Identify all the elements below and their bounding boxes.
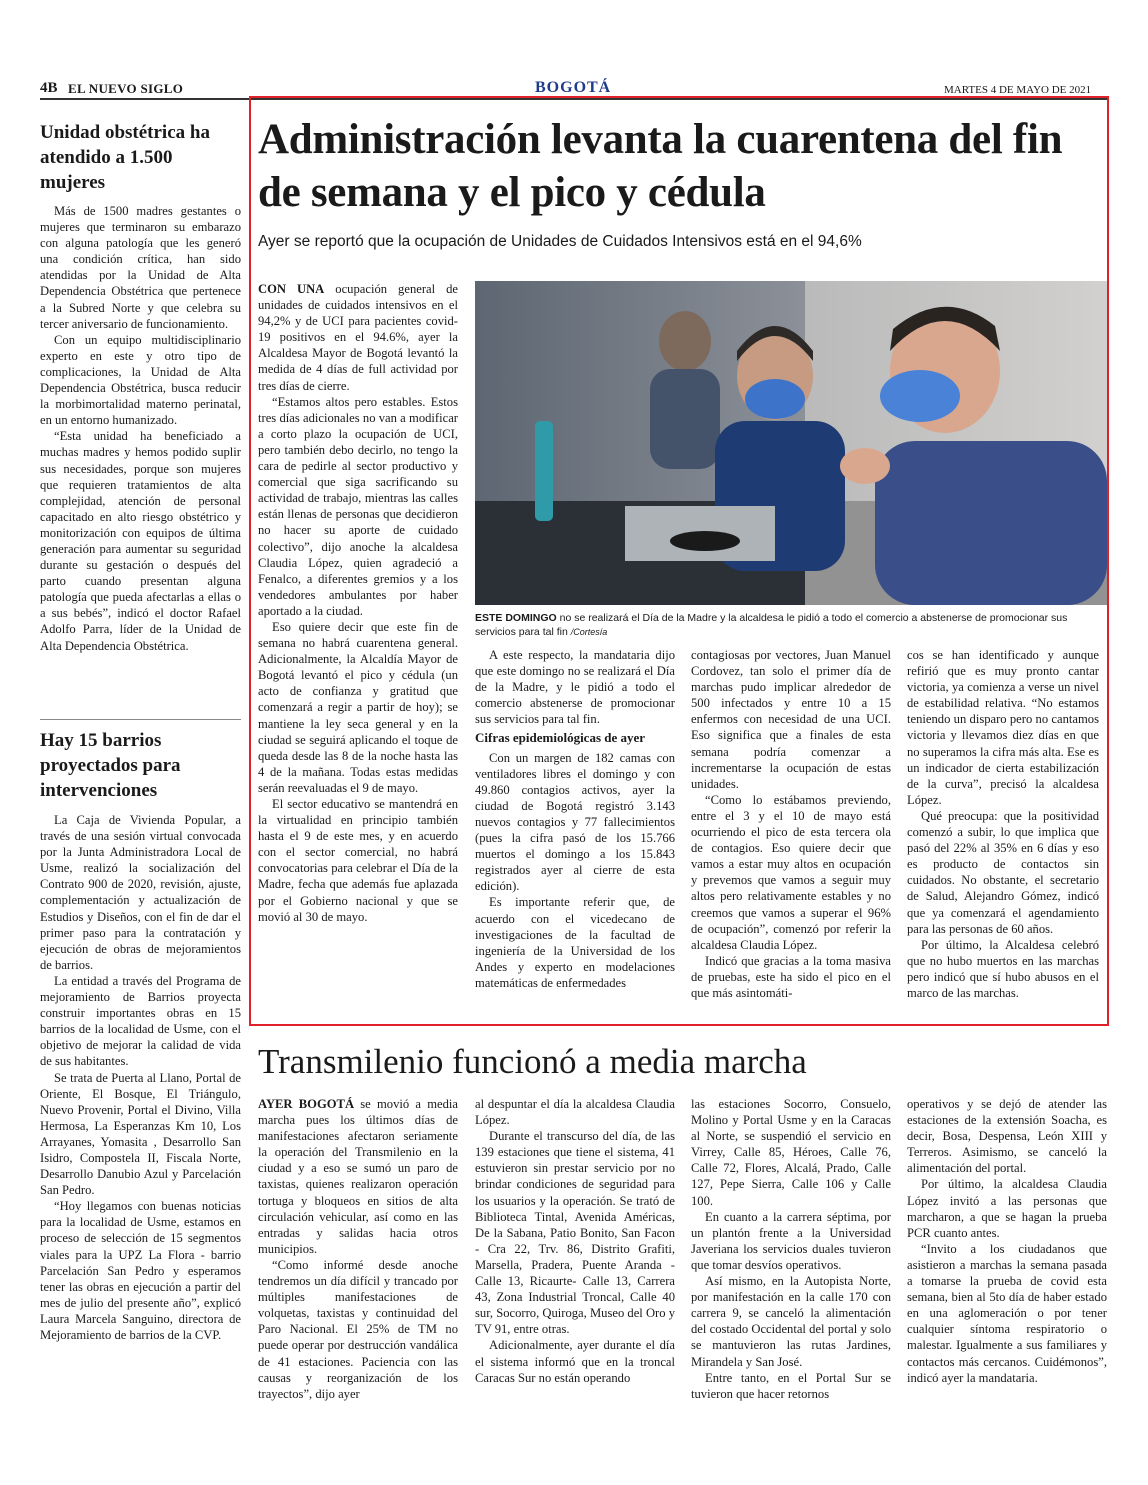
paragraph: El sector educativo se mantendrá en la virtualidad en principio también hasta el 9 de este mes, y en acuerdo con el sector comercial, no habrá convocatorias para celebrar el Día de la Madre, fecha que además fue aplazada por el Gobierno nacional y que se movió al 30 de mayo.: [258, 797, 458, 924]
paragraph: “Estamos altos pero estables. Estos tres días adicionales no van a modificar a corto plazo la ocupación de UCI, pero también debo decirlo, no tengo la cara de pedirle al sector productivo y comercial que siga sacrificando su actividad de trabajo, mientras las calles están llenas de personas que decidieron no hacer su aporte de cuidado colectivo”, dijo anoche la alcaldesa Claudia López, quien agradeció a Fenalco, a diferentes gremios y a los vendedores ambulantes por haber aportado a la ciudad.: [258, 394, 458, 618]
paragraph: A este respecto, la mandataria dijo que este domingo no se realizará el Día de la Madre, y le pidió a todo el comercio abstenerse de promocionar sus servicios para tal fin.: [475, 648, 675, 727]
paragraph: Adicionalmente, ayer durante el día el sistema informó que en la troncal Caracas Sur no están operando: [475, 1338, 675, 1385]
second-column-3: [691, 1096, 891, 1402]
paragraph: Indicó que gracias a la toma masiva de pruebas, este ha sido el pico en el que más asintomáti-: [691, 953, 891, 1000]
second-column-4: [907, 1096, 1107, 1386]
paragraph: La Caja de Vivienda Popular, a través de una sesión virtual convocada por la Junta Administradora Local de Usme, realizó la socialización del Contrato 900 de 2020, revisión, ajuste, complementación y actualización de Estudios y Diseños, con el fin de dar el primer paso para la contratación y ejecución de obras de mejoramientos de barrios.: [40, 813, 241, 972]
sidebar-story-2: [40, 812, 241, 1343]
sidebar-story-1: [40, 203, 241, 654]
second-headline: Transmilenio funcionó a media marcha: [258, 1042, 807, 1081]
sidebar-divider: [40, 719, 241, 720]
paragraph: Así mismo, en la Autopista Norte, por manifestación en la calle 170 con carrera 9, se canceló la alimentación del costado Occidental del portal y solo se mantuvieron las rutas Jardines, Mirandela y San José.: [691, 1274, 891, 1369]
news-photo: [475, 281, 1107, 605]
column-subhead: Cifras epidemiológicas de ayer: [475, 730, 646, 746]
paragraph: operativos y se dejó de atender las estaciones de la extensión Soacha, es decir, Bosa, Despensa, León XIII y Terreros. Asimismo, se canceló la alimentación del portal.: [907, 1097, 1107, 1176]
main-column-4: [907, 647, 1099, 1001]
main-headline: Administración levanta la cuarentena del fin de semana y el pico y cédula: [258, 116, 1063, 216]
sidebar-headline-2: Hay 15 barrios proyectados para intervenciones: [40, 730, 181, 801]
main-subhead: Ayer se reportó que la ocupación de Unidades de Cuidados Intensivos está en el 94,6%: [258, 233, 862, 250]
paragraph: Durante el transcurso del día, de las 139 estaciones que tiene el sistema, 41 estuvieron sin prestar servicio por no brindar condiciones de seguridad para los usuarios y la operación. Se trató de Biblioteca Tintal, Avenida Américas, De la Sabana, Patio Bonito, San Facon - Cra 22, Trv. 86, Distrito Grafiti, Marsella, Pradera, Puente Aranda - Calle 13, Ricaurte- Calle 13, Carrera 43, Zona Industrial Troncal, Calle 40 sur, Socorro, Quiroga, Museo del Oro y TV 91, entre otras.: [475, 1129, 675, 1337]
main-column-3: [691, 647, 891, 1001]
paragraph: Es importante referir que, de acuerdo con el vicedecano de investigaciones de la facultad de ingeniería de la Universidad de los Andes y experto en modelaciones matemáticas de enfermedades: [475, 895, 675, 990]
second-column-2: [475, 1096, 675, 1386]
photo-credit: /Cortesía: [570, 627, 608, 637]
paragraph: las estaciones Socorro, Consuelo, Molino y Portal Usme y en la Caracas al Norte, se suspendió el servicio en Virrey, Calle 85, Héroes, Calle 76, Calle 72, Flores, Alcalá, Prado, Calle 127, Pepe Sierra, Calle 106 y Calle 100.: [691, 1097, 891, 1208]
paragraph: “Como lo estábamos previendo, entre el 3 y el 10 de mayo está ocurriendo el pico de esta tercera ola de contagios. Eso quiere decir que vamos a estar muy altos en ocupación y prevemos que vamos a seguir muy altos pero relativamente estables y no creemos que vamos a superar el 96% de ocupación”, comenzó por referir la alcaldesa Claudia López.: [691, 792, 891, 952]
paragraph: La entidad a través del Programa de mejoramiento de Barrios proyecta construir importantes obras en 15 barrios de la localidad de Usme, con el objetivo de mejorar la calidad de vida de sus habitantes.: [40, 973, 241, 1069]
paragraph: [258, 281, 458, 394]
section-label: BOGOTÁ: [535, 79, 612, 96]
photo-caption: [475, 611, 1095, 639]
paragraph: Qué preocupa: que la positividad comenzó a subir, lo que implica que pasó del 22% al 35% en 6 días y eso es producto de contactos sin cuidados. No obstante, el secretario de Salud, Alejandro Gómez, indicó que ya comenzará el agendamiento para las personas de 60 años.: [907, 808, 1099, 936]
paragraph: al despuntar el día la alcaldesa Claudia López.: [475, 1097, 675, 1128]
lead-in: AYER BOGOTÁ: [258, 1097, 355, 1111]
sidebar-headline-1: Unidad obstétrica ha atendido a 1.500 mujeres: [40, 122, 210, 193]
paper-name: EL NUEVO SIGLO: [68, 81, 184, 96]
paragraph: Más de 1500 madres gestantes o mujeres que terminaron su embarazo con alguna patología que les generó una condición crítica, han sido atendidas por la Unidad de Alta Dependencia Obstétrica que pertenece a la Subred Norte y que celebra su tercer aniversario de funcionamiento.: [40, 204, 241, 331]
paragraph: “Invito a los ciudadanos que asistieron a marchas la semana pasada a tomarse la prueba de covid esta semana, bien al 5to día de haber estado en una aglomeración o por tener cualquier síntoma respiratorio o malestar. Igualmente a sus familiares y contactos más cercanos. Cuidémonos”, indicó ayer la mandataria.: [907, 1241, 1107, 1385]
paragraph: Por último, la Alcaldesa celebró que no hubo muertos en las marchas pero indicó que sí hubo abusos en el marco de las marchas.: [907, 937, 1099, 1000]
paragraph: Por último, la alcaldesa Claudia López invitó a las personas que marcharon, a que se hagan la prueba PCR cuanto antes.: [907, 1177, 1107, 1240]
main-column-2: [475, 647, 675, 991]
paragraph: Eso quiere decir que este fin de semana no habrá cuarentena general. Adicionalmente, la Alcaldía Mayor de Bogotá levantó el pico y cédula (un acto de confianza y gratitud que comenzará a regir a partir de hoy); se mantiene la ley seca general y en la ciudad se seguirá aplicando el toque de queda desde las 8 de la noche hasta las 4 de la mañana. Todas estas medidas serán reevaluadas el 9 de mayo.: [258, 619, 458, 795]
paragraph: Entre tanto, en el Portal Sur se tuvieron que hacer retornos: [691, 1370, 891, 1401]
paragraph: “Como informé desde anoche tendremos un día difícil y trancado por múltiples manifestaciones de volquetas, taxistas y continuidad del Paro Nacional. El 25% de TM no puede operar por destrucción vandálica de 41 estaciones. Paciencia con las causas y reorganización de los trayectos”, dijo ayer: [258, 1257, 458, 1401]
caption-text: no se realizará el Día de la Madre y la alcaldesa le pidió a todo el comercio a abstenerse de promocionar sus servicios para tal fin: [475, 612, 1068, 638]
paragraph: Con un equipo multidisciplinario experto en este y otro tipo de complicaciones, la Unidad de Alta Dependencia Obstétrica, busca reducir la morbimortalidad materno perinatal, en un entorno humanizado.: [40, 332, 241, 428]
photo-illustration: [475, 281, 1107, 605]
issue-date: MARTES 4 DE MAYO DE 2021: [944, 84, 1092, 96]
paragraph-text: ocupación general de unidades de cuidados intensivos en el 94,2% y de UCI para pacientes covid-19 positivos en el 94.6%, ayer la Alcaldesa Mayor de Bogotá levantó la medida de 4 días de full actividad por tres días de cierre.: [258, 282, 458, 393]
page-number: 4B: [40, 80, 58, 96]
paragraph: contagiosas por vectores, Juan Manuel Cordovez, tan solo el primer día de marchas pudo implicar alrededor de 500 infectados y entre 10 a 15 enfermos con necesidad de una UCI. Eso significa que a finales de esta semana podría comenzar a incrementarse la ocupación de estas unidades.: [691, 648, 891, 791]
paragraph: “Esta unidad ha beneficiado a muchas madres y hemos podido suplir sus necesidades, porque son mujeres que requieren tratamientos de alta complejidad, atención de personal capacitado en alto riesgo obstétrico y monitorización con equipos de última generación para aumentar su seguridad durante su gestación o después del parto cuando presentan alguna patología que pueda afectarlas a ellas o a sus bebés”, indicó el doctor Rafael Adolfo Parra, líder de la Unidad de Alta Dependencia Obstétrica.: [40, 429, 241, 653]
second-column-1: [258, 1096, 458, 1402]
lead-in: CON UNA: [258, 282, 325, 296]
paragraph: “Hoy llegamos con buenas noticias para la localidad de Usme, estamos en proceso de selección de 15 segmentos viales para la UPZ La Flora - barrio Parcelación San Pedro y esperamos tener las obras en ejecución a partir del mes de julio del presente año”, explicó Laura Marcela Sanguino, directora de Mejoramiento de barrios de la CVP.: [40, 1199, 241, 1342]
paragraph: Con un margen de 182 camas con ventiladores libres el domingo y con 49.860 contagios activos, ayer la ciudad de Bogotá registró 3.143 nuevos contagios y 77 fallecimientos (pues la cifra pasó de los 15.766 muertos el domingo a los 15.843 registrados ayer al cierre de esta edición).: [475, 750, 675, 894]
main-column-1: [258, 281, 458, 925]
caption-lead: ESTE DOMINGO: [475, 612, 557, 624]
paragraph: [258, 1096, 458, 1257]
paragraph: En cuanto a la carrera séptima, por un plantón frente a la Universidad Javeriana los servicios duales tuvieron que tomar desvíos operativos.: [691, 1209, 891, 1272]
paragraph: Se trata de Puerta al Llano, Portal de Oriente, El Bosque, El Triángulo, Nuevo Provenir, Portal el Divino, Villa Hermosa, La Esperanzas Km 10, Los Arrayanes, Yomasita , Desarrollo San Isidro, Compostela II, Fiscala Norte, Desarrollo Danubio Azul y Parcelación San Pedro.: [40, 1070, 241, 1198]
paragraph: cos se han identificado y aunque refirió que es muy pronto cantar victoria, ya comienza a verse un nivel de estabilidad relativa. “No estamos teniendo un disparo pero no cantamos victoria y llevamos diez días en que no superamos la cifra más alta. Ese es un indicador de cierta estabilización de la curva”, precisó la alcaldesa López.: [907, 648, 1099, 807]
paragraph-text: se movió a media marcha pues los últimos días de manifestaciones afectaron seriamente la operación del Transmilenio en la ciudad y a eso se sumó un paro de taxistas, quienes realizaron operación tortuga y bloqueos en sitios de alta circulación vehicular, así como en las entradas y salidas hacia otros municipios.: [258, 1097, 458, 1256]
